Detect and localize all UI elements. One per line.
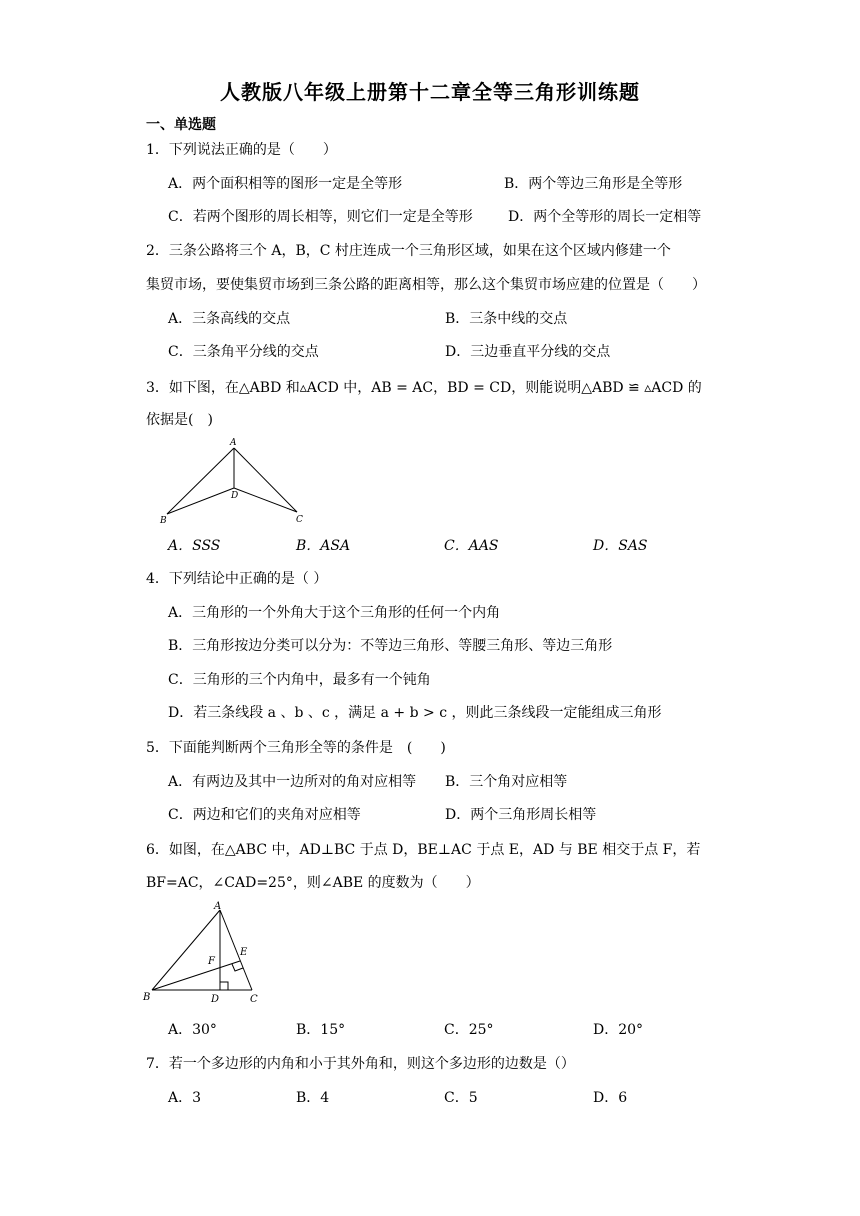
question-2-stem-line1: 2．三条公路将三个 A，B，C 村庄连成一个三角形区域，如果在这个区域内修建一个 — [146, 243, 671, 259]
question-6-stem-line2: BF=AC，∠CAD=25°，则∠ABE 的度数为（ ） — [146, 875, 480, 891]
figure-3-label-a: A — [230, 438, 237, 448]
question-1-option-b: B．两个等边三角形是全等形 — [504, 176, 683, 192]
question-3-option-c: C．AAS — [444, 538, 499, 554]
question-5-option-a: A．有两边及其中一边所对的角对应相等 — [168, 774, 417, 790]
question-2-stem-line2: 集贸市场，要使集贸市场到三条公路的距离相等，那么这个集贸市场应建的位置是（ ） — [146, 277, 706, 293]
question-5-option-c: C．两边和它们的夹角对应相等 — [168, 807, 361, 823]
question-5-stem: 5．下面能判断两个三角形全等的条件是 ( ) — [146, 740, 446, 756]
figure-6-label-a: A — [214, 901, 222, 912]
question-5-option-b: B．三个角对应相等 — [445, 774, 568, 790]
question-7-option-b: B．4 — [296, 1090, 330, 1106]
question-6-stem-line1: 6．如图，在△ABC 中，AD⊥BC 于点 D，BE⊥AC 于点 E，AD 与 BE 相交于点 F，若 — [146, 842, 701, 858]
question-6-option-c: C．25° — [444, 1022, 494, 1038]
question-7-stem: 7．若一个多边形的内角和小于其外角和，则这个多边形的边数是（） — [146, 1056, 575, 1072]
question-6-option-d: D．20° — [593, 1022, 644, 1038]
question-7-option-c: C．5 — [444, 1090, 478, 1106]
figure-3-label-d: D — [231, 491, 239, 501]
section-heading: 一、单选题 — [146, 117, 216, 133]
question-1-option-d: D．两个全等形的周长一定相等 — [508, 209, 702, 225]
question-3-option-a: A．SSS — [168, 538, 221, 554]
question-5-option-d: D．两个三角形周长相等 — [445, 807, 597, 823]
question-4-option-d: D．若三条线段 a 、b 、c ，满足 a + b > c ，则此三条线段一定能组成三角形 — [168, 705, 662, 721]
question-1-stem: 1．下列说法正确的是（ ） — [146, 142, 337, 158]
figure-3-label-c: C — [296, 515, 303, 525]
question-3-option-d: D．SAS — [593, 538, 648, 554]
question-3-stem-line2: 依据是( ) — [146, 412, 213, 428]
question-2-option-d: D．三边垂直平分线的交点 — [445, 344, 611, 360]
question-7-option-a: A．3 — [168, 1090, 202, 1106]
question-4-stem: 4．下列结论中正确的是（ ） — [146, 571, 328, 587]
question-2-option-c: C．三条角平分线的交点 — [168, 344, 319, 360]
figure-6-label-d: D — [211, 994, 220, 1005]
question-3-stem-line1: 3．如下图，在△ABD 和▵ACD 中，AB = AC，BD = CD，则能说明△ABD ≌ ▵ACD 的 — [146, 380, 702, 396]
question-1-option-c: C．若两个图形的周长相等，则它们一定是全等形 — [168, 209, 473, 225]
question-2-option-a: A．三条高线的交点 — [168, 311, 291, 327]
question-2-option-b: B．三条中线的交点 — [445, 311, 568, 327]
question-6-option-b: B．15° — [296, 1022, 346, 1038]
figure-6-label-b: B — [143, 992, 151, 1003]
question-6-figure — [140, 898, 270, 1006]
page-title: 人教版八年级上册第十二章全等三角形训练题 — [220, 80, 640, 104]
question-3-option-b: B．ASA — [296, 538, 351, 554]
question-6-option-a: A．30° — [168, 1022, 217, 1038]
question-4-option-a: A．三角形的一个外角大于这个三角形的任何一个内角 — [168, 605, 501, 621]
figure-6-label-c: C — [250, 994, 258, 1005]
figure-6-label-f: F — [208, 956, 215, 967]
question-4-option-b: B．三角形按边分类可以分为：不等边三角形、等腰三角形、等边三角形 — [168, 638, 613, 654]
figure-6-label-e: E — [240, 947, 248, 958]
question-1-option-a: A．两个面积相等的图形一定是全等形 — [168, 176, 403, 192]
question-7-option-d: D．6 — [593, 1090, 628, 1106]
question-3-figure — [155, 436, 315, 528]
figure-3-label-b: B — [160, 516, 167, 526]
question-4-option-c: C．三角形的三个内角中，最多有一个钝角 — [168, 672, 431, 688]
